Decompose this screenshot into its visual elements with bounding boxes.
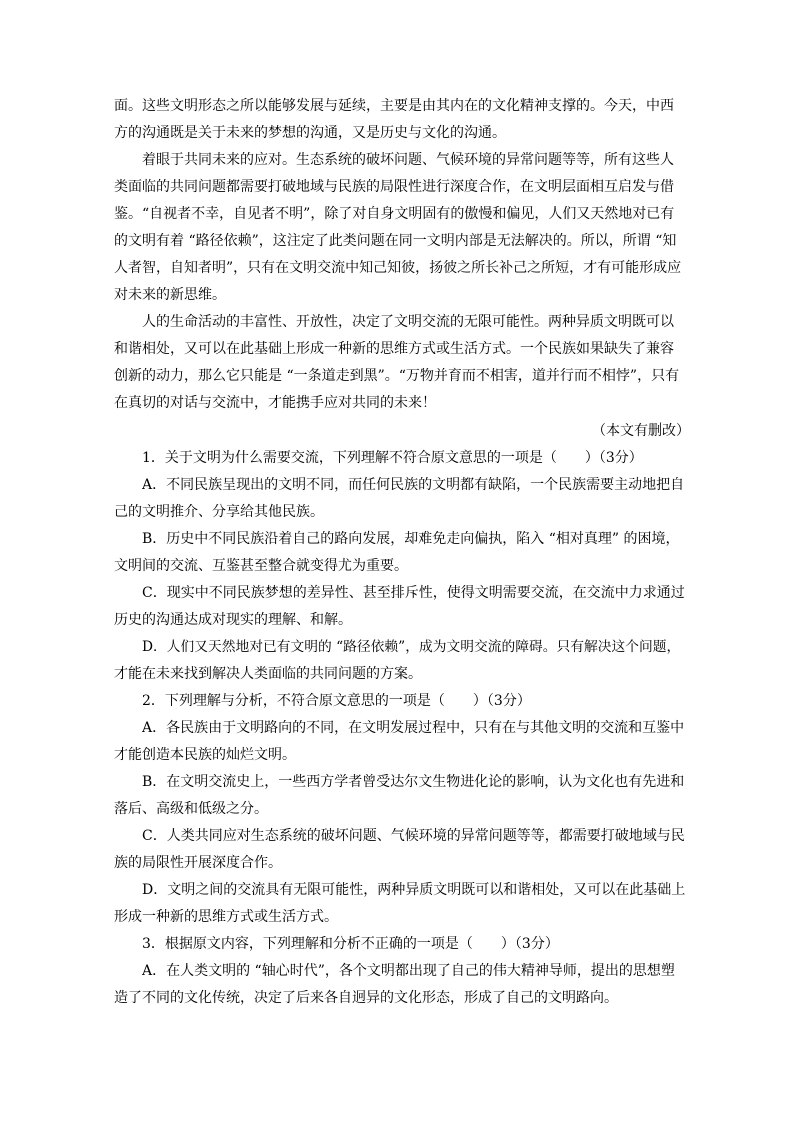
answer-option-line: 族的局限性开展深度合作。 (114, 855, 282, 871)
paragraph-line: 对未来的新思维。 (114, 287, 226, 303)
paragraph-line: 面。这些文明形态之所以能够发展与延续，主要是由其内在的文化精神支撑的。今天，中西 (114, 98, 674, 114)
question-stem: 3．根据原文内容，下列理解和分析不正确的一项是（ ）（3分） (142, 936, 559, 952)
answer-option-line: C．现实中不同民族梦想的差异性、甚至排斥性，使得文明需要交流，在交流中力求通过 (142, 585, 685, 601)
answer-option-line: 造了不同的文化传统，决定了后来各自迥异的文化形态，形成了自己的文明路向。 (114, 990, 618, 1006)
answer-option-line: A．在人类文明的 “轴心时代”，各个文明都出现了自己的伟大精神导师，提出的思想塑 (142, 963, 675, 979)
answer-option-line: 己的文明推介、分享给其他民族。 (114, 504, 324, 520)
source-note: （本文有删改） (592, 423, 690, 439)
answer-option-line: 落后、高级和低级之分。 (114, 801, 268, 817)
paragraph-line: 方的沟通既是关于未来的梦想的沟通，又是历史与文化的沟通。 (114, 125, 506, 141)
paragraph-line: 鉴。“自视者不幸，自见者不明”，除了对自身文明固有的傲慢和偏见，人们又天然地对已有 (114, 206, 675, 222)
paragraph-line: 类面临的共同问题都需要打破地域与民族的局限性进行深度合作，在文明层面相互启发与借 (114, 179, 674, 195)
answer-option-line: 才能创造本民族的灿烂文明。 (114, 747, 296, 763)
answer-option-line: D．文明之间的交流具有无限可能性，两种异质文明既可以和谐相处，又可以在此基础上 (142, 882, 686, 898)
question-stem: 1．关于文明为什么需要交流，下列理解不符合原文意思的一项是（ ）（3分） (142, 450, 643, 466)
paragraph-line: 的文明有着 “路径依赖”，这注定了此类问题在同一文明内部是无法解决的。所以，所谓 “知 (114, 233, 677, 249)
paragraph-line: 和谐相处，又可以在此基础上形成一种新的思维方式或生活方式。一个民族如果缺失了兼容 (114, 341, 674, 357)
answer-option-line: A．不同民族呈现出的文明不同，而任何民族的文明都有缺陷，一个民族需要主动地把自 (142, 477, 685, 493)
answer-option-line: C．人类共同应对生态系统的破坏问题、气候环境的异常问题等等，都需要打破地域与民 (142, 828, 685, 844)
question-stem: 2．下列理解与分析，不符合原文意思的一项是（ ）（3分） (142, 693, 531, 709)
answer-option-line: 历史的沟通达成对现实的理解、和解。 (114, 612, 352, 628)
answer-option-line: 文明间的交流、互鉴甚至整合就变得尤为重要。 (114, 558, 408, 574)
answer-option-line: B．在文明交流史上，一些西方学者曾受达尔文生物进化论的影响，认为文化也有先进和 (142, 774, 685, 790)
paragraph-line: 创新的动力，那么它只能是 “一条道走到黑”。“万物并育而不相害，道并行而不相悖”，只有 (114, 368, 680, 384)
answer-option-line: D．人们又天然地对已有文明的 “路径依赖”，成为文明交流的障碍。只有解决这个问题， (142, 639, 681, 655)
answer-option-line: A．各民族由于文明路向的不同，在文明发展过程中，只有在与其他文明的交流和互鉴中 (142, 720, 685, 736)
answer-option-line: B．历史中不同民族沿着自己的路向发展，却难免走向偏执，陷入 “相对真理” 的困境， (142, 531, 680, 547)
answer-option-line: 才能在未来找到解决人类面临的共同问题的方案。 (114, 666, 422, 682)
paragraph-line: 人者智，自知者明”，只有在文明交流中知己知彼，扬彼之所长补己之所短，才有可能形成应 (114, 260, 682, 276)
paragraph-line: 人的生命活动的丰富性、开放性，决定了文明交流的无限可能性。两种异质文明既可以 (142, 314, 674, 330)
answer-option-line: 形成一种新的思维方式或生活方式。 (114, 909, 338, 925)
paragraph-line: 在真切的对话与交流中，才能携手应对共同的未来！ (114, 395, 436, 411)
paragraph-line: 着眼于共同未来的应对。生态系统的破坏问题、气候环境的异常问题等等，所有这些人 (142, 152, 674, 168)
